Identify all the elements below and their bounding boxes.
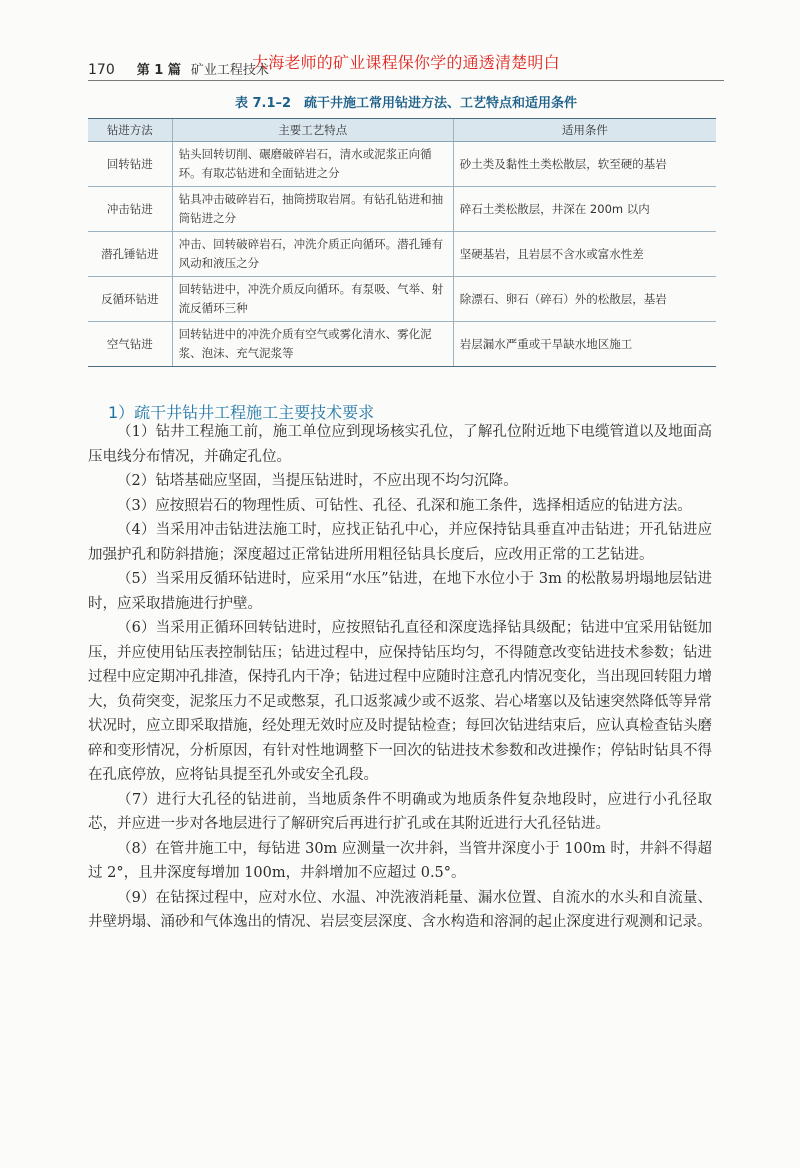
header-divider [88, 80, 724, 81]
paragraph: （1）钻井工程施工前，施工单位应到现场核实孔位，了解孔位附近地下电缆管道以及地面高压电线分布情况，并确定孔位。 [88, 424, 712, 465]
cell-conditions: 砂土类及黏性土类松散层，软至硬的基岩 [453, 142, 716, 187]
table-row [88, 322, 716, 367]
table-row [88, 277, 716, 322]
cell-method: 潜孔锤钻进 [88, 232, 172, 277]
paragraph: （7）进行大孔径的钻进前，当地质条件不明确或为地质条件复杂地段时，应进行小孔径取芯，并应进一步对各地层进行了解研究后再进行扩孔或在其附近进行大孔径钻进。 [88, 791, 712, 832]
table-row [88, 142, 716, 187]
column-header-conditions: 适用条件 [453, 119, 716, 142]
drilling-methods-table [88, 118, 716, 367]
requirements-body [88, 420, 712, 935]
paragraph: （4）当采用冲击钻进法施工时，应找正钻孔中心，并应保持钻具垂直冲击钻进；开孔钻进应加强护孔和防斜措施；深度超过正常钻进所用粗径钻具长度后，应改用正常的工艺钻进。 [88, 522, 712, 563]
cell-conditions: 除漂石、卵石（碎石）外的松散层，基岩 [453, 277, 716, 322]
part-label: 第 1 篇 [136, 63, 181, 78]
cell-method: 回转钻进 [88, 142, 172, 187]
paragraph: （6）当采用正循环回转钻进时，应按照钻孔直径和深度选择钻具级配；钻进中宜采用钻铤加压，并应使用钻压表控制钻压；钻进过程中，应保持钻压均匀，不得随意改变钻进技术参数；钻进过程中应定期冲孔排渣，保持孔内干净；钻进过程中应随时注意孔内情况变化，当出现回转阻力增大，负荷突变，泥浆压力不足或憋泵，孔口返浆减少或不返浆、岩心堵塞以及钻速突然降低等异常状况时，应立即采取措施，经处理无效时应及时提钻检查；每回次钻进结束后，应认真检查钻头磨碎和变形情况，分析原因，有针对性地调整下一回次的钻进技术参数和改进操作；停钻时钻具不得在孔底停放，应将钻具提至孔外或安全孔段。 [88, 620, 712, 783]
paragraph: （5）当采用反循环钻进时，应采用“水压”钻进，在地下水位小于 3m 的松散易坍塌地层钻进时，应采取措施进行护壁。 [88, 571, 712, 612]
paragraph: （3）应按照岩石的物理性质、可钻性、孔径、孔深和施工条件，选择相适应的钻进方法。 [117, 497, 692, 514]
cell-conditions: 岩层漏水严重或干旱缺水地区施工 [453, 322, 716, 367]
cell-features: 回转钻进中，冲洗介质反向循环。有泵吸、气举、射流反循环三种 [172, 277, 453, 322]
cell-conditions: 碎石土类松散层，井深在 200m 以内 [453, 187, 716, 232]
cell-conditions: 坚硬基岩，且岩层不含水或富水性差 [453, 232, 716, 277]
cell-method: 反循环钻进 [88, 277, 172, 322]
paragraph: （9）在钻探过程中，应对水位、水温、冲洗液消耗量、漏水位置、自流水的水头和自流量、井壁坍塌、涌砂和气体逸出的情况、岩层变层深度、含水构造和溶洞的起止深度进行观测和记录。 [88, 889, 712, 930]
column-header-method: 钻进方法 [88, 119, 172, 142]
cell-features: 回转钻进中的冲洗介质有空气或雾化清水、雾化泥浆、泡沫、充气泥浆等 [172, 322, 453, 367]
paragraph: （8）在管井施工中，每钻进 30m 应测量一次井斜，当管井深度小于 100m 时，井斜不得超过 2°，且井深度每增加 100m，井斜增加不应超过 0.5°。 [88, 840, 712, 881]
table-header-row [88, 119, 716, 142]
table-row [88, 187, 716, 232]
cell-method: 冲击钻进 [88, 187, 172, 232]
page-number: 170 [88, 62, 115, 78]
column-header-features: 主要工艺特点 [172, 119, 453, 142]
table-title: 表 7.1–2 疏干井施工常用钻进方法、工艺特点和适用条件 [234, 96, 578, 111]
section-label: 矿业工程技术 [190, 63, 269, 78]
table-row [88, 232, 716, 277]
cell-features: 钻头回转切削、碾磨破碎岩石，清水或泥浆正向循环。有取芯钻进和全面钻进之分 [172, 142, 453, 187]
cell-features: 钻具冲击破碎岩石，抽筒捞取岩屑。有钻孔钻进和抽筒钻进之分 [172, 187, 453, 232]
watermark-banner: 大海老师的矿业课程保你学的通透清楚明白 [252, 53, 560, 72]
cell-method: 空气钻进 [88, 322, 172, 367]
paragraph: （2）钻塔基础应坚固，当提压钻进时，不应出现不均匀沉降。 [117, 473, 518, 489]
cell-features: 冲击、回转破碎岩石，冲洗介质正向循环。潜孔锤有风动和液压之分 [172, 232, 453, 277]
section-heading: 1）疏干井钻井工程施工主要技术要求 [108, 403, 375, 422]
